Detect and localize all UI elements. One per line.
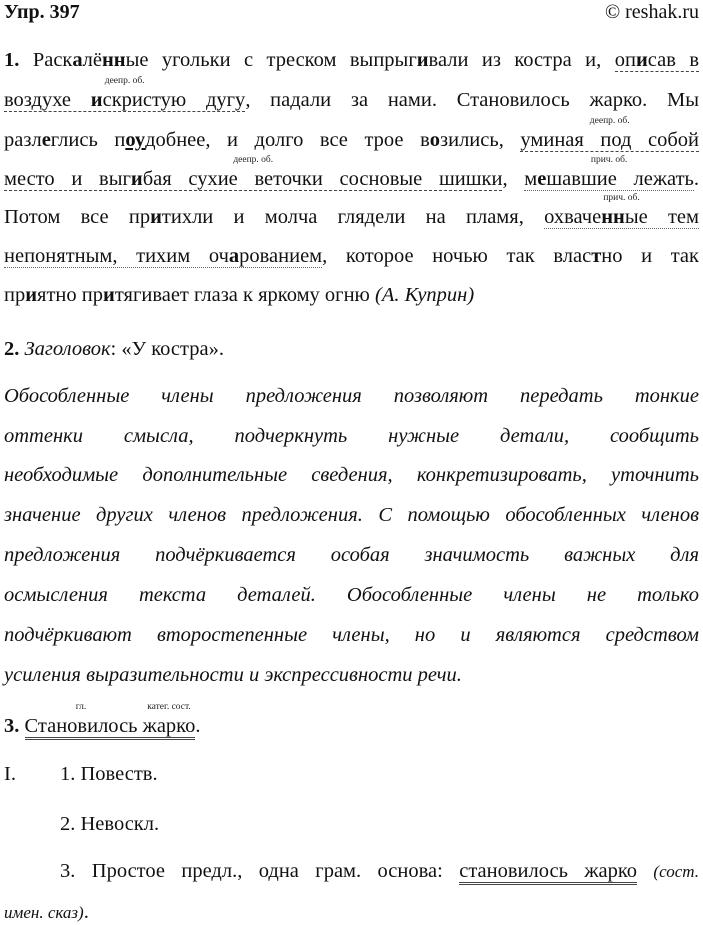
section-2-heading bbox=[4, 337, 699, 361]
text-line bbox=[4, 76, 699, 112]
text-fragment: оп bbox=[614, 49, 636, 71]
adverbial-phrase bbox=[520, 116, 699, 152]
text-fragment: м bbox=[524, 168, 538, 190]
grammar-annotation: деепр. об. bbox=[233, 155, 274, 165]
exercise-title: Упр. 397 bbox=[4, 1, 80, 23]
roman-numeral: I. bbox=[4, 763, 16, 785]
grammatical-basis: становилось жарко bbox=[459, 860, 637, 885]
adverbial-phrase bbox=[4, 155, 503, 191]
text-fragment: добнее, и долго все трое в bbox=[145, 129, 430, 151]
text-fragment: ые угольки с треском выпрыг bbox=[125, 49, 417, 71]
participial-phrase bbox=[524, 155, 694, 191]
text-fragment: скристую дугу bbox=[102, 89, 246, 111]
participial-phrase bbox=[544, 193, 699, 229]
copyright-link[interactable]: © reshak.ru bbox=[604, 1, 699, 23]
text-fragment: тягивает глаза к яркому огню bbox=[114, 284, 375, 306]
emphasized-letters: а bbox=[228, 245, 240, 267]
text-line bbox=[4, 116, 699, 152]
emphasized-letters: нн bbox=[601, 206, 625, 228]
text-fragment: , падали за нами. Становилось жарко. Мы bbox=[245, 89, 699, 111]
item-text: 1. Повеств. bbox=[60, 763, 158, 785]
text-fragment: место и выг bbox=[4, 168, 131, 190]
text-fragment: Потом все пр bbox=[4, 206, 151, 228]
underlined-letters bbox=[125, 129, 145, 151]
text-fragment: но и так bbox=[601, 245, 699, 267]
analysis-item-3-cont bbox=[4, 900, 699, 925]
item-text: 3. Простое предл., одна грам. основа: bbox=[60, 860, 460, 882]
emphasized-letters: и bbox=[25, 284, 38, 306]
text-fragment: ятно пр bbox=[37, 284, 104, 306]
predicate bbox=[142, 702, 196, 740]
adverbial-phrase bbox=[4, 76, 246, 112]
text-fragment: воздухе bbox=[4, 89, 91, 111]
text-line bbox=[4, 48, 699, 72]
text-fragment: лё bbox=[82, 49, 102, 71]
grammar-annotation: прич. об. bbox=[603, 193, 640, 203]
emphasized-letters: и bbox=[130, 168, 143, 190]
text-fragment: . bbox=[693, 168, 700, 190]
grammar-annotation: деепр. об. bbox=[589, 116, 630, 126]
text-fragment: Становилось bbox=[24, 715, 138, 737]
emphasized-letters: 3. bbox=[4, 715, 20, 737]
emphasized-letters: нн bbox=[101, 49, 126, 71]
text-fragment: Раск bbox=[19, 49, 73, 71]
predicate-note: (сост. bbox=[653, 862, 699, 881]
text-line bbox=[4, 283, 699, 307]
text-fragment: зились, bbox=[440, 129, 521, 151]
grammar-annotation: гл. bbox=[75, 702, 87, 712]
text-fragment: . bbox=[195, 715, 201, 737]
grammar-annotation: прич. об. bbox=[590, 155, 628, 165]
grammar-annotation: деепр. об. bbox=[104, 76, 145, 86]
text-fragment: ые тем bbox=[624, 206, 699, 228]
text-fragment: сав в bbox=[647, 49, 699, 71]
author-citation: (А. Куприн) bbox=[375, 284, 475, 306]
text-fragment: жарко bbox=[142, 715, 196, 737]
paragraph-line: усиления выразительности и экспрессивности речи. bbox=[4, 664, 462, 686]
text-fragment: вали из костра и, bbox=[428, 49, 615, 71]
text-fragment: разл bbox=[4, 129, 42, 151]
emphasized-letters: а bbox=[72, 49, 83, 71]
title-value: : «У костра». bbox=[110, 338, 224, 360]
text-line bbox=[4, 193, 699, 229]
text-fragment: бая сухие веточки сосновые шишки bbox=[142, 168, 503, 190]
emphasized-letters: оу bbox=[125, 129, 146, 151]
analysis-item-3 bbox=[60, 859, 699, 884]
predicate-note-cont: имен. сказ) bbox=[4, 903, 84, 922]
section-3-sentence bbox=[4, 702, 699, 738]
grammar-annotation: катег. сост. bbox=[147, 702, 191, 712]
predicate bbox=[24, 702, 138, 740]
text-fragment: глись п bbox=[50, 129, 126, 151]
participial-phrase bbox=[4, 245, 322, 268]
emphasized-letters: и bbox=[103, 284, 115, 306]
emphasized-letters: 1. bbox=[4, 49, 20, 71]
paragraph-line: осмысления текста деталей. Обособленные члены не только bbox=[4, 584, 699, 606]
emphasized-letters: и bbox=[150, 206, 162, 228]
text-line bbox=[4, 155, 700, 191]
section-number: 2. bbox=[4, 338, 20, 360]
emphasized-letters: и bbox=[635, 49, 648, 71]
analysis-item-1 bbox=[4, 762, 699, 786]
emphasized-letters: и bbox=[416, 49, 429, 71]
paragraph-line: необходимые дополнительные сведения, конкретизировать, уточнить bbox=[4, 464, 699, 486]
text-fragment: непонятным, тихим оч bbox=[4, 245, 229, 267]
text-fragment: пр bbox=[4, 284, 26, 306]
text-fragment: уминая под собой bbox=[520, 129, 699, 151]
emphasized-letters: е bbox=[537, 168, 547, 190]
text-line bbox=[4, 244, 699, 268]
text-fragment: , которое ночью так влас bbox=[322, 245, 592, 267]
paragraph-line: значение других членов предложения. С помощью обособленных членов bbox=[4, 504, 699, 526]
emphasized-letters: т bbox=[591, 245, 602, 267]
period: . bbox=[83, 901, 89, 923]
text-fragment: охваче bbox=[544, 206, 602, 228]
paragraph-line: предложения подчёркивается особая значимость важных для bbox=[4, 544, 699, 566]
paragraph-line: подчёркивают второстепенные члены, но и являются средством bbox=[4, 624, 699, 646]
text-fragment: шавшие лежать bbox=[546, 168, 694, 190]
analysis-item-2: 2. Невоскл. bbox=[60, 813, 160, 835]
title-label: Заголовок bbox=[24, 338, 111, 360]
paragraph-line: Обособленные члены предложения позволяют передать тонкие bbox=[4, 385, 699, 407]
adverbial-phrase bbox=[615, 49, 699, 72]
emphasized-letters: о bbox=[429, 129, 440, 151]
paragraph-line: оттенки смысла, подчеркнуть нужные детали, сообщить bbox=[4, 425, 699, 447]
text-fragment: , bbox=[502, 168, 525, 190]
emphasized-letters: е bbox=[41, 129, 51, 151]
text-fragment: тихли и молча глядели на пламя, bbox=[161, 206, 545, 228]
text-fragment: рованием bbox=[239, 245, 323, 267]
emphasized-letters: и bbox=[90, 89, 103, 111]
